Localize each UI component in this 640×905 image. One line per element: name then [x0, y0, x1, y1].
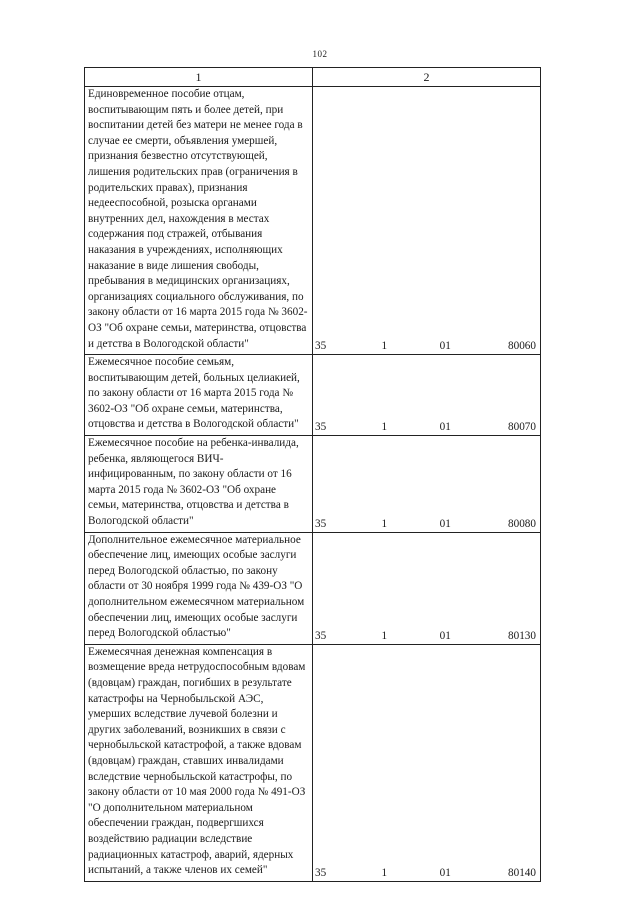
- row-codes: [313, 436, 541, 533]
- code-chapter: 35: [315, 421, 327, 434]
- table-row: [85, 436, 541, 533]
- row-codes: [313, 87, 541, 355]
- page-number: 102: [312, 49, 328, 59]
- table-header-row: [85, 68, 541, 87]
- code-direction: 80130: [508, 629, 536, 642]
- code-event: 01: [439, 629, 451, 642]
- column-header-1: 1: [85, 68, 313, 87]
- code-chapter: 35: [315, 629, 327, 642]
- row-description: Ежемесячное пособие семьям, воспитывающим детей, больных целиакией, по закону области от 16 марта 2015 года № 3602-ОЗ "Об охране семьи, материнства, отцовства и детства в Вологодской области": [85, 355, 313, 436]
- column-header-2: 2: [313, 68, 541, 87]
- code-direction: 80140: [508, 866, 536, 879]
- code-event: 01: [439, 866, 451, 879]
- code-subprogram: 1: [381, 340, 388, 353]
- code-subprogram: 1: [381, 421, 388, 434]
- code-subprogram: 1: [381, 629, 388, 642]
- table-row: [85, 87, 541, 355]
- table-row: [85, 355, 541, 436]
- table-row: [85, 532, 541, 644]
- row-description: Ежемесячная денежная компенсация в возмещение вреда нетрудоспособным вдовам (вдовцам) граждан, погибших в результате катастрофы на Чернобыльской АЭС, умерших вследствие лучевой болезни и других заболеваний, возникших в связи с чернобыльской катастрофой, а также вдовам (вдовцам) граждан, ставших инвалидами вследствие чернобыльской катастрофы, по закону области от 10 мая 2000 года № 491-ОЗ "О дополнительном материальном обеспечении граждан, подвергшихся воздействию радиации вследствие радиационных катастроф, аварий, ядерных испытаний, а также членов их семей": [85, 644, 313, 881]
- row-description: Ежемесячное пособие на ребенка-инвалида, ребенка, являющегося ВИЧ-инфицированным, по закону области от 16 марта 2015 года № 3602-ОЗ "Об охране семьи, материнства, отцовства и детства в Вологодской области": [85, 436, 313, 533]
- code-chapter: 35: [315, 340, 327, 353]
- code-event: 01: [439, 421, 451, 434]
- code-direction: 80070: [508, 421, 536, 434]
- code-direction: 80060: [508, 340, 536, 353]
- code-direction: 80080: [508, 517, 536, 530]
- code-subprogram: 1: [381, 517, 388, 530]
- budget-table: [84, 67, 541, 882]
- row-description: Дополнительное ежемесячное материальное обеспечение лиц, имеющих особые заслуги перед Вологодской областью, по закону области от 30 ноября 1999 года № 439-ОЗ "О дополнительном ежемесячном материальном обеспечении лиц, имеющих особые заслуги перед Вологодской областью": [85, 532, 313, 644]
- code-event: 01: [439, 517, 451, 530]
- table-row: [85, 644, 541, 881]
- row-codes: [313, 644, 541, 881]
- row-codes: [313, 532, 541, 644]
- code-event: 01: [439, 340, 451, 353]
- code-chapter: 35: [315, 866, 327, 879]
- code-subprogram: 1: [381, 866, 388, 879]
- code-chapter: 35: [315, 517, 327, 530]
- row-description: Единовременное пособие отцам, воспитывающим пять и более детей, при воспитании детей без матери не менее года в случае ее смерти, объявления умершей, признания безвестно отсутствующей, лишения родительских прав (ограничения в родительских правах), признания недееспособной, розыска органами внутренних дел, нахождения в местах содержания под стражей, отбывания наказания в учреждениях, исполняющих наказание в виде лишения свободы, пребывания в медицинских организациях, организациях социального обслуживания, по закону области от 16 марта 2015 года № 3602-ОЗ "Об охране семьи, материнства, отцовства и детства в Вологодской области": [85, 87, 313, 355]
- row-codes: [313, 355, 541, 436]
